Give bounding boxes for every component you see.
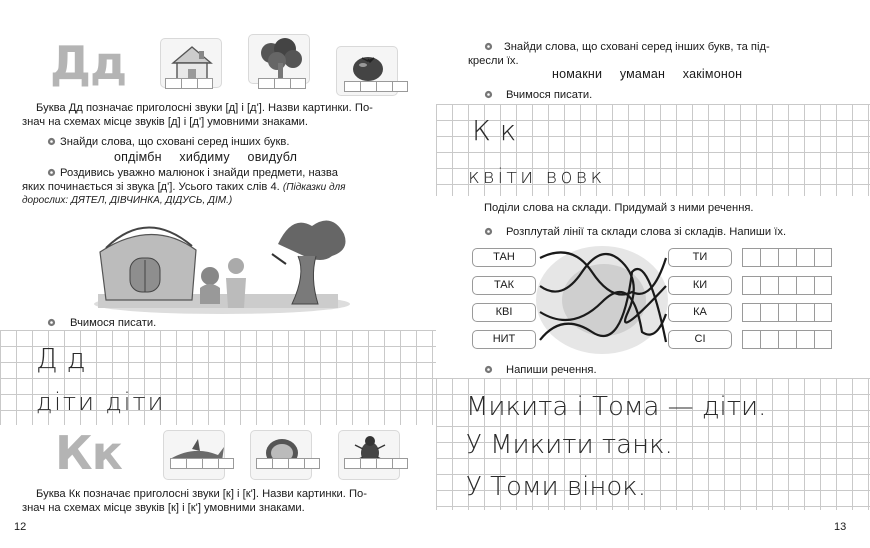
copy-letters-k: К к — [472, 114, 517, 147]
syllable-right-2[interactable]: КИ — [668, 276, 732, 295]
find-words-line1: Знайди слова, що сховані серед інших букв, та під- — [504, 41, 770, 53]
answer-cells-3[interactable] — [742, 303, 832, 322]
syllable-right-4[interactable]: СІ — [668, 330, 732, 349]
answer-cells-2[interactable] — [742, 276, 832, 295]
copy-words-k: квіти вовк — [468, 164, 606, 188]
copy-letters-d: Д д — [36, 342, 86, 375]
syllable-right-1[interactable]: ТИ — [668, 248, 732, 267]
gear-bullet-icon — [47, 318, 56, 327]
gear-bullet-icon — [47, 137, 56, 146]
look-task-line2-wrap — [22, 180, 346, 195]
beetle-picture — [338, 430, 400, 480]
sound-scheme-tomato[interactable] — [344, 81, 408, 92]
sound-scheme-shark[interactable] — [170, 458, 234, 469]
hint-line2: дорослих: ДЯТЕЛ, ДІВЧИНКА, ДІДУСЬ, ДІМ.) — [22, 195, 233, 206]
k-description-line2: знач на схемах місце звуків [к] і [к'] умовними знаками. — [22, 502, 305, 514]
hint-line1: (Підказки для — [282, 182, 346, 193]
shark-icon — [164, 431, 226, 481]
page-number-right: 13 — [834, 521, 847, 533]
gear-bullet-icon — [484, 227, 493, 236]
look-task-line2: яких починається зі звука [д']. Усього таких слів 4. — [22, 181, 280, 193]
learn-writing-label-right: Вчимося писати. — [506, 89, 593, 101]
gear-bullet-icon — [484, 365, 493, 374]
d-description-line2: знач на схемах місце звуків [д] і [д'] умовними знаками. — [22, 116, 309, 128]
shark-picture — [163, 430, 225, 480]
k-description-line1: Буква Кк позначає приголосні звуки [к] і [к']. Назви картинки. По- — [36, 488, 367, 500]
page-right — [436, 0, 870, 548]
syllable-left-2[interactable]: ТАК — [472, 276, 536, 295]
sentence-3: У Томи вінок. — [466, 472, 646, 502]
fairy-tale-illustration — [92, 204, 352, 316]
look-task-line1: Роздивись уважно малюнок і знайди предмети, назва — [60, 167, 338, 179]
syllable-right-3[interactable]: КА — [668, 303, 732, 322]
watermelon-icon — [251, 431, 313, 481]
watermelon-picture — [250, 430, 312, 480]
gear-bullet-icon — [484, 90, 493, 99]
answer-cells-1[interactable] — [742, 248, 832, 267]
sound-scheme-watermelon[interactable] — [256, 458, 320, 469]
gear-bullet-icon — [484, 42, 493, 51]
find-words-task: Знайди слова, що сховані серед інших букв. — [60, 136, 290, 148]
hidden-words-right: номакни умаман хакімонон — [552, 67, 743, 81]
tangled-lines — [532, 242, 672, 358]
sound-scheme-tree[interactable] — [258, 78, 306, 89]
untangle-task: Розплутай лінії та склади слова зі складів. Напиши їх. — [506, 226, 787, 238]
big-letter-d: Дд — [50, 36, 127, 90]
d-description-line1: Буква Дд позначає приголосні звуки [д] і [д']. Назви картинки. По- — [36, 102, 373, 114]
syllable-left-4[interactable]: НИТ — [472, 330, 536, 349]
sentence-2: У Микити танк. — [466, 430, 673, 460]
find-words-line2: кресли їх. — [468, 55, 519, 67]
copy-words-d: діти діти — [36, 388, 166, 416]
sound-scheme-house[interactable] — [165, 78, 213, 89]
beetle-icon — [339, 431, 401, 481]
syllables-task: Поділи слова на склади. Придумай з ними речення. — [484, 202, 754, 214]
answer-cells-4[interactable] — [742, 330, 832, 349]
syllable-left-1[interactable]: ТАН — [472, 248, 536, 267]
learn-writing-label: Вчимося писати. — [70, 317, 157, 329]
big-letter-k: Кк — [55, 426, 122, 480]
syllable-left-3[interactable]: КВІ — [472, 303, 536, 322]
sound-scheme-beetle[interactable] — [344, 458, 408, 469]
hidden-words: опдімбн хибдиму овидубл — [114, 150, 298, 164]
tree-picture — [248, 34, 310, 84]
gear-bullet-icon — [47, 168, 56, 177]
write-sentences-task: Напиши речення. — [506, 364, 597, 376]
page-number-left: 12 — [14, 521, 27, 533]
sentence-1: Микита і Тома — діти. — [466, 392, 767, 422]
